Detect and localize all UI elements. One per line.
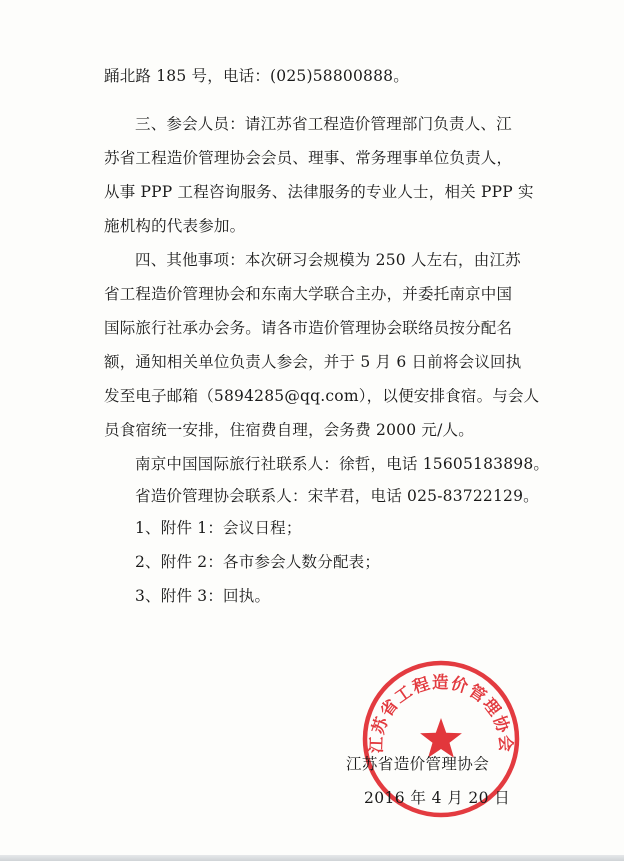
text-line: 三、参会人员：请江苏省工程造价管理部门负责人、江 [135, 115, 512, 133]
text-line: 踊北路 185 号，电话：(025)58800888。 [104, 67, 409, 85]
text-line: 省工程造价管理协会和东南大学联合主办，并委托南京中国 [104, 285, 513, 303]
scan-edge [0, 855, 624, 861]
seal-text: 江苏省工程造价管理协会 [366, 672, 516, 754]
text-line: 额，通知相关单位负责人参会，并于 5 月 6 日前将会议回执 [104, 353, 522, 371]
text-line: 发至电子邮箱（5894285@qq.com），以便安排食宿。与会人 [104, 387, 540, 405]
signature-date: 2016 年 4 月 20 日 [364, 789, 511, 807]
text-line: 省造价管理协会联系人：宋芊君，电话 025-83722129。 [135, 487, 539, 505]
signature-organization: 江苏省造价管理协会 [346, 755, 490, 773]
star-icon [420, 718, 462, 758]
text-line: 员食宿统一安排，住宿费自理，会务费 2000 元/人。 [104, 421, 474, 439]
text-line: 四、其他事项：本次研习会规模为 250 人左右，由江苏 [135, 251, 521, 269]
attachment-item: 1、附件 1：会议日程； [135, 519, 302, 537]
text-line: 国际旅行社承办会务。请各市造价管理协会联络员按分配名 [104, 319, 513, 337]
text-line: 施机构的代表参加。 [104, 217, 246, 235]
attachment-item: 2、附件 2：各市参会人数分配表； [135, 553, 381, 571]
text-line: 苏省工程造价管理协会会员、理事、常务理事单位负责人， [104, 149, 513, 167]
text-line: 南京中国国际旅行社联系人：徐哲，电话 15605183898。 [135, 455, 550, 473]
attachment-item: 3、附件 3：回执。 [135, 587, 271, 605]
text-line: 从事 PPP 工程咨询服务、法律服务的专业人士，相关 PPP 实 [104, 183, 534, 201]
